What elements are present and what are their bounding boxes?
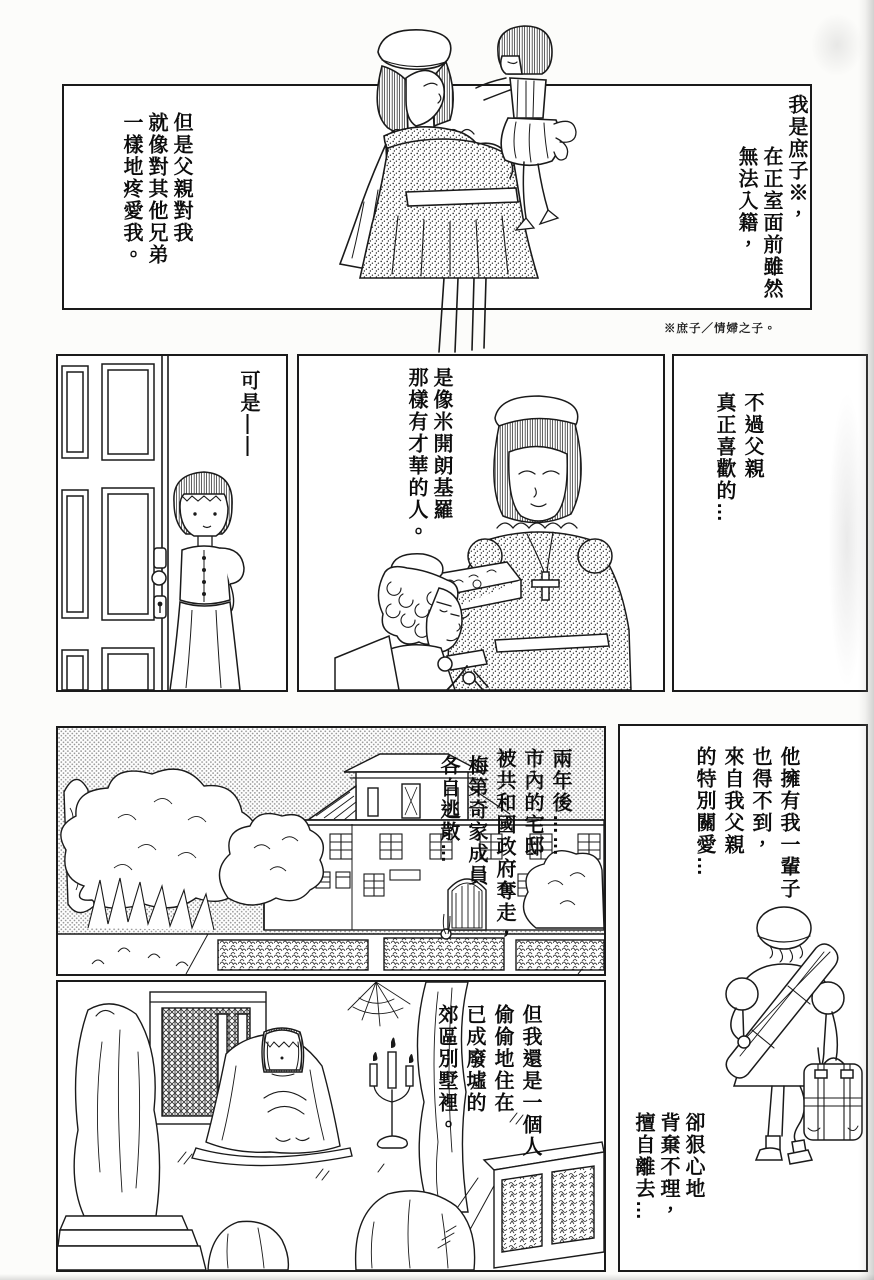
narration-p7-top — [690, 746, 802, 900]
illustration-priest-and-sculptor-boy — [299, 356, 663, 690]
narration-line: 在正室面前雖然 — [760, 146, 782, 300]
panel-villa — [56, 726, 606, 976]
narration-line: 我是庶子※， — [785, 94, 807, 226]
narration-line: 各自逃散… — [437, 755, 459, 865]
panel-boy-leaving — [618, 724, 868, 1272]
narration-line: 被共和國政府奪走， — [493, 748, 515, 946]
panel-ruined-villa-interior — [56, 980, 606, 1272]
narration-line: 可是—— — [237, 370, 259, 458]
narration-p1-left — [118, 112, 193, 266]
footnote: ※庶子／情婦之子。 — [664, 323, 777, 335]
narration-line: 就像對其他兄弟 — [145, 112, 167, 266]
narration-line: 已成廢墟的 — [463, 1004, 485, 1114]
narration-line: 一樣地疼愛我。 — [120, 112, 142, 266]
narration-line: 市內的宅邸 — [521, 748, 543, 858]
narration-line: 卻狠心地 — [682, 1112, 704, 1200]
narration-line: 兩年後…… — [549, 748, 571, 858]
illustration-father-holding-daughter — [326, 20, 600, 354]
panel-talented-artist — [297, 354, 665, 692]
narration-line: 但是父親對我 — [170, 112, 192, 244]
narration-line: 也得不到， — [749, 746, 771, 856]
narration-line: 的特別關愛… — [693, 746, 715, 878]
narration-line: 梅第奇家成員 — [465, 755, 487, 887]
narration-p3 — [403, 367, 453, 543]
narration-p6 — [432, 1004, 544, 1158]
narration-line: 郊區別墅裡。 — [435, 1004, 457, 1136]
narration-line: 那樣有才華的人。 — [405, 367, 427, 543]
narration-p5 — [434, 748, 574, 946]
panel-door-peek — [56, 354, 288, 692]
narration-line: 是像米開朗基羅 — [430, 367, 452, 521]
narration-line: 來自我父親 — [721, 746, 743, 856]
narration-line: 但我還是一個人 — [519, 1004, 541, 1158]
narration-p4 — [710, 392, 766, 524]
scan-smudge — [800, 0, 874, 90]
illustration-boy-walking-away — [696, 898, 868, 1170]
narration-p7-bottom — [630, 1112, 705, 1222]
narration-line: 背棄不理， — [657, 1112, 679, 1222]
narration-line: 偷偷地住在 — [491, 1004, 513, 1114]
narration-line: 無法入籍， — [735, 146, 757, 256]
narration-p2 — [235, 370, 260, 458]
scan-shadow-bottom — [0, 1274, 874, 1280]
narration-line: 擅自離去… — [632, 1112, 654, 1222]
narration-line: 他擁有我一輩子 — [777, 746, 799, 900]
narration-line: 不過父親 — [741, 392, 763, 480]
panel-fathers-favorite — [672, 354, 868, 692]
narration-line: 真正喜歡的… — [713, 392, 735, 524]
narration-p1-right — [733, 94, 808, 300]
